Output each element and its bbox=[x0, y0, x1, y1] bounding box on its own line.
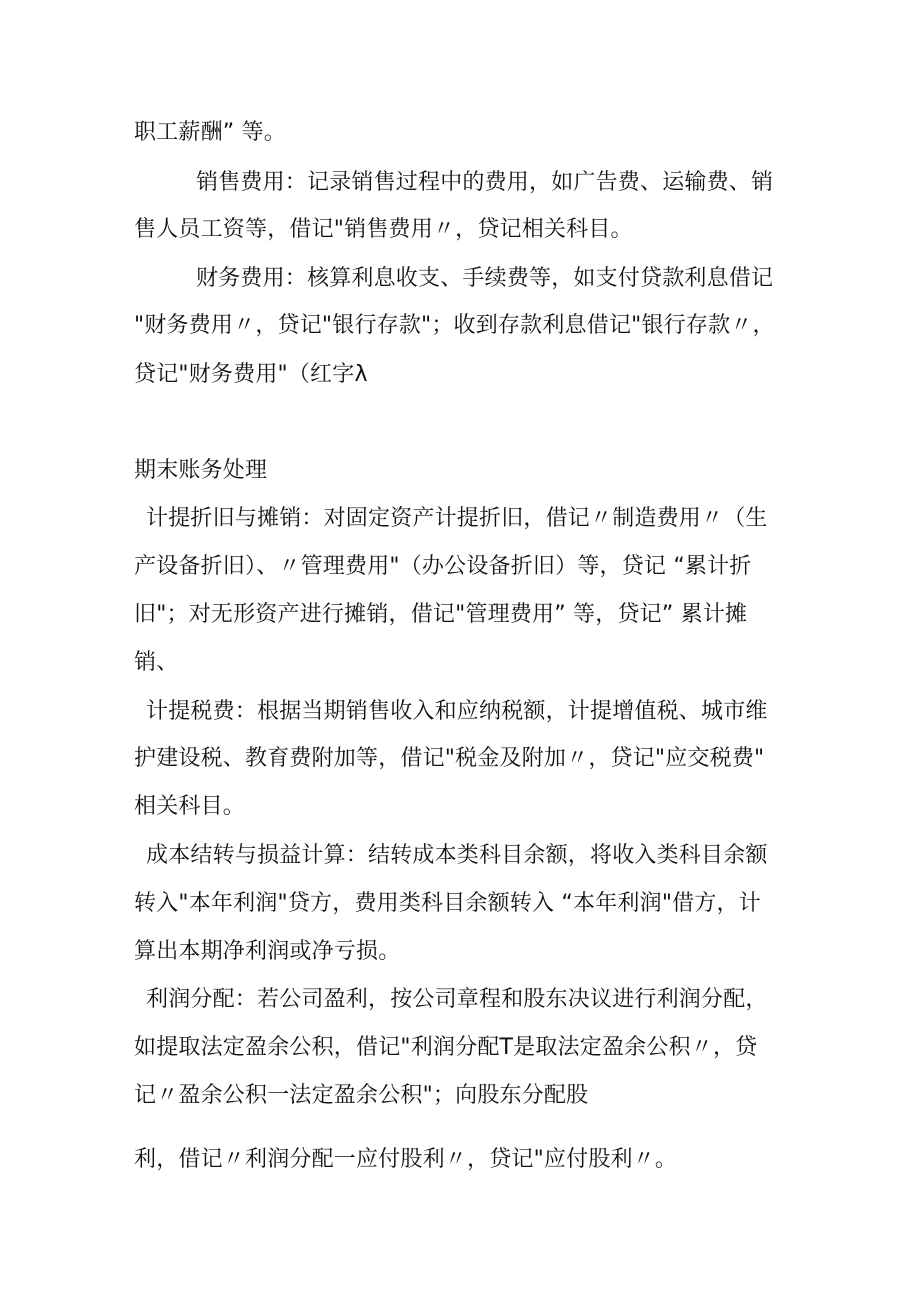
text-line-1: 职工薪酬” 等。 bbox=[134, 120, 286, 145]
text-line-12: 计提税费：根据当期销售收入和应纳税额，计提增值税、城市维 bbox=[146, 699, 768, 724]
text-line-20: 记〃盈余公积一法定盈余公积"；向股东分配股 bbox=[134, 1083, 589, 1108]
text-line-14: 相关科目。 bbox=[134, 794, 246, 819]
text-line-2: 销售费用：记录销售过程中的费用，如广告费、运输费、销 bbox=[196, 170, 774, 195]
text-line-11: 销、 bbox=[134, 650, 179, 675]
text-line-8: 计提折旧与摊销：对固定资产计提折旧，借记〃制造费用〃（生 bbox=[146, 506, 768, 531]
text-line-21: 利，借记〃利润分配一应付股利〃，贷记"应付股利〃。 bbox=[134, 1147, 678, 1172]
text-line-4: 财务费用：核算利息收支、手续费等，如支付贷款利息借记 bbox=[196, 266, 774, 291]
text-line-10: 旧"；对无形资产进行摊销，借记"管理费用” 等，贷记” 累计摊 bbox=[134, 602, 748, 627]
text-line-3: 售人员工资等，借记"销售费用〃，贷记相关科目。 bbox=[134, 217, 633, 242]
section-heading: 期末账务处理 bbox=[134, 458, 268, 483]
text-line-19: 如提取法定盈余公积，借记"利润分配T是取法定盈余公积〃，贷 bbox=[134, 1035, 758, 1060]
text-line-13: 护建设税、教育费附加等，借记"税金及附加〃，贷记"应交税费" bbox=[134, 746, 765, 771]
text-line-16: 转入"本年利润"贷方，费用类科目余额转入 “本年利润"借方，计 bbox=[134, 891, 761, 916]
text-line-5: "财务费用〃，贷记"银行存款"；收到存款利息借记"银行存款〃， bbox=[134, 313, 775, 338]
text-line-17: 算出本期净利润或净亏损。 bbox=[134, 939, 401, 964]
text-line-15: 成本结转与损益计算：结转成本类科目余额，将收入类科目余额 bbox=[146, 843, 768, 868]
text-line-18: 利润分配：若公司盈利，按公司章程和股东决议进行利润分配， bbox=[146, 987, 768, 1012]
text-line-9: 产设备折旧）、〃管理费用"（办公设备折旧）等，贷记 “累计折 bbox=[134, 554, 752, 579]
text-line-6: 贷记"财务费用"（红字λ bbox=[134, 362, 368, 387]
